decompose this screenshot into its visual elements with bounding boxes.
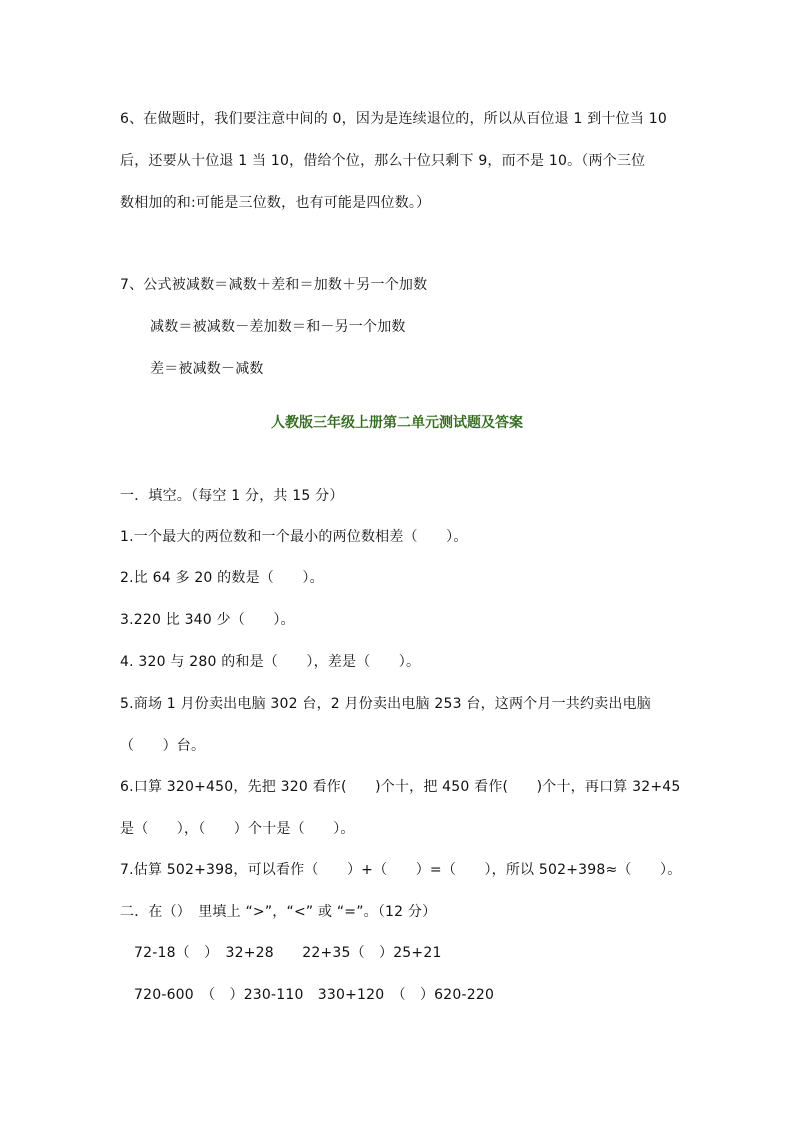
- question-3: 3.220 比 340 少（ ）。: [120, 612, 295, 628]
- question-2: 2.比 64 多 20 的数是（ ）。: [120, 570, 324, 586]
- question-5-line-1: 5.商场 1 月份卖出电脑 302 台，2 月份卖出电脑 253 台，这两个月一共约卖出电脑: [120, 696, 651, 712]
- question-5-line-2: （ ）台。: [120, 738, 206, 754]
- section-1-heading: 一．填空。（每空 1 分，共 15 分）: [120, 488, 344, 504]
- compare-row-1: 72-18（ ） 32+28 22+35（ ）25+21: [134, 945, 442, 961]
- question-4: 4. 320 与 280 的和是（ ），差是（ ）。: [120, 654, 421, 670]
- compare-row-2: 720-600 （ ）230-110 330+120 （ ）620-220: [134, 987, 495, 1003]
- question-6-line-2: 是（ ），（ ）个十是（ ）。: [120, 821, 355, 837]
- page-title: 人教版三年级上册第二单元测试题及答案: [271, 415, 523, 431]
- question-7: 7.估算 502+398，可以看作（ ）+（ ）=（ ），所以 502+398≈（ ）。: [120, 862, 682, 878]
- note-6-line-2: 后，还要从十位退 1 当 10，借给个位，那么十位只剩下 9，而不是 10。（两个三位: [120, 153, 646, 169]
- section-2-heading: 二．在（） 里填上 “>”，“<” 或 “=”。（12 分）: [120, 904, 437, 920]
- note-6-line-3: 数相加的和:可能是三位数，也有可能是四位数。）: [120, 195, 431, 211]
- note-6-line-1: 6、在做题时，我们要注意中间的 0，因为是连续退位的，所以从百位退 1 到十位当 10: [120, 111, 667, 127]
- question-6-line-1: 6.口算 320+450，先把 320 看作( )个十，把 450 看作( )个十，再口算 32+45: [120, 779, 681, 795]
- note-7-line-2: 减数＝被减数－差加数＝和－另一个加数: [150, 319, 406, 335]
- question-1: 1.一个最大的两位数和一个最小的两位数相差（ ）。: [120, 529, 468, 545]
- note-7-line-1: 7、公式被减数＝减数＋差和＝加数＋另一个加数: [120, 277, 428, 293]
- note-7-line-3: 差＝被减数－减数: [150, 361, 264, 377]
